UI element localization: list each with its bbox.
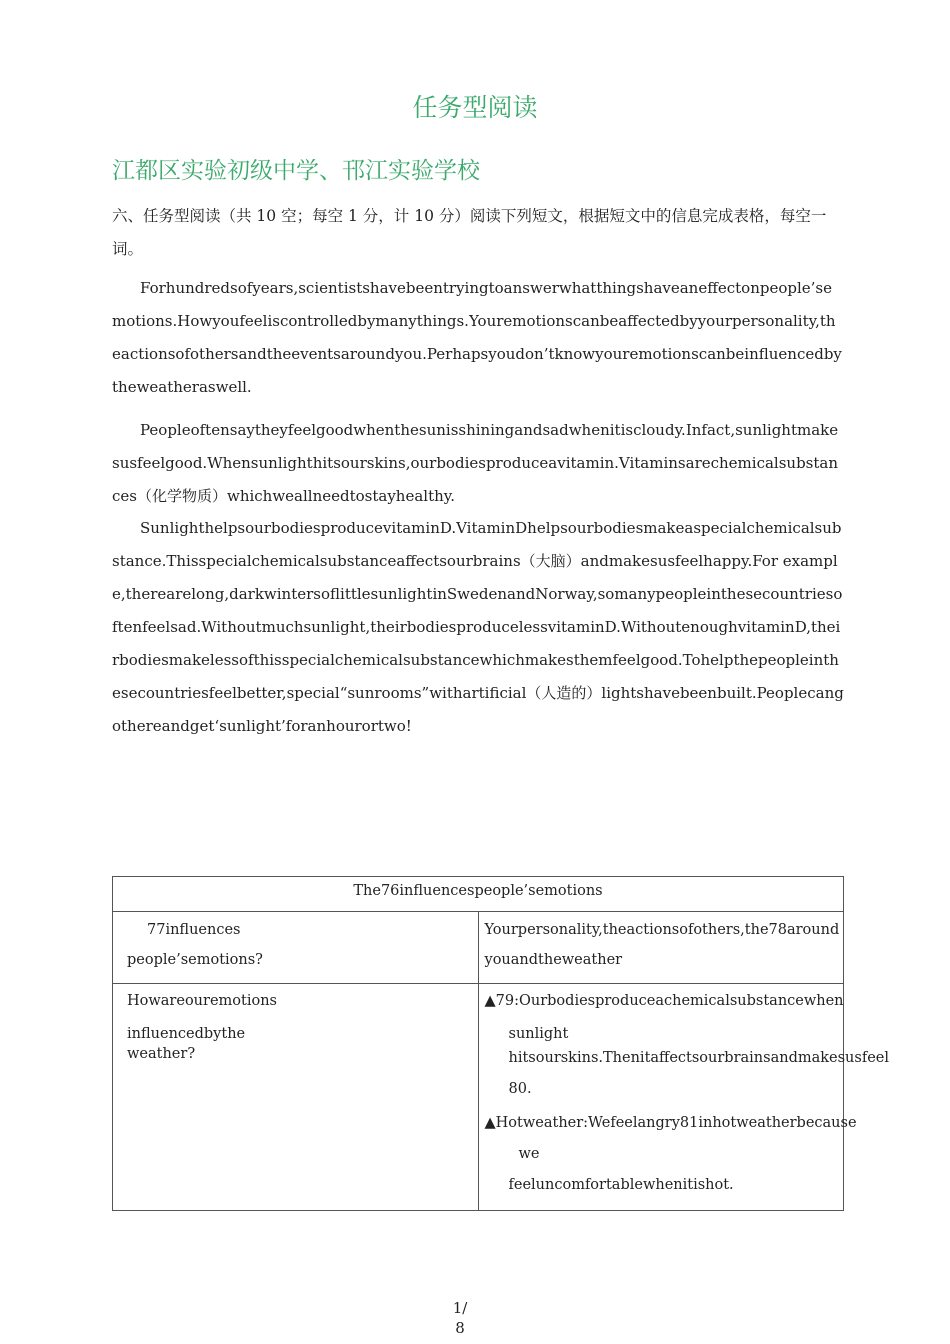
cell-text: youandtheweather — [484, 952, 623, 968]
table-row — [113, 912, 844, 984]
cell-text: 80. — [508, 1081, 532, 1097]
cell-text: ▲Hotweather:Wefeelangry81inhotweatherbecause — [484, 1115, 857, 1131]
page-number-line: 8 — [455, 1319, 465, 1337]
cell-text: weather? — [127, 1046, 196, 1062]
cell-text: people’semotions? — [127, 952, 263, 968]
cell-text: influencedbythe — [127, 1026, 246, 1042]
cell-text: hitsourskins.Thenitaffectsourbrainsandmakesusfeel — [508, 1050, 889, 1066]
cell-text: Howareouremotions — [127, 993, 277, 1009]
cell-text: sunlight — [508, 1026, 569, 1042]
school-subtitle: 江都区实验初级中学、邗江实验学校 — [112, 158, 480, 184]
cell-text: 77influences — [147, 922, 241, 938]
cell-text: ▲79:Ourbodiesproduceachemicalsubstancewhen — [484, 993, 844, 1009]
answer-cell — [478, 912, 844, 984]
task-table — [112, 876, 889, 1211]
page-number-line: 1/ — [452, 1299, 468, 1317]
cell-text: we — [518, 1146, 540, 1162]
passage-paragraph-3: SunlighthelpsourbodiesproducevitaminD.VitaminDhelpsourbodiesmakeaspecialchemicalsubstance.Thisspecialchemicalsubstanceaffectsourbrains（大脑）andmakesusfeelhappy.For example,therearelong,darkwintersoflittlesunlightinSwedenandNorway,somanypeopleinthesecountriesoftenfeelsad.Withoutmuchsunlight,theirbodiesproducelessvitaminD.WithoutenoughvitaminD,theirbodiesmakelessofthisspecialchemicalsubstancewhichmakesthemfeelgood.Tohelpthepeopleinthesecountriesfeelbetter,special“sunrooms”withartificial（人造的）lightshavebeenbuilt.Peoplecangothereandget‘sunlight’foranhourortwo! — [112, 519, 844, 735]
table-row — [113, 984, 844, 1211]
instruction-text: 六、任务型阅读（共 10 空；每空 1 分，计 10 分）阅读下列短文，根据短文中的信息完成表格，每空一词。 — [112, 207, 827, 258]
page-title: 任务型阅读 — [412, 93, 538, 122]
cell-text: Yourpersonality,theactionsofothers,the78around — [484, 922, 840, 938]
answer-cell — [478, 984, 889, 1211]
page-number — [440, 1298, 480, 1338]
cell-text: feeluncomfortablewhenitishot. — [508, 1177, 734, 1193]
question-cell — [113, 984, 479, 1211]
passage-paragraph-1: Forhundredsofyears,scientistshavebeentryingtoanswerwhatthingshaveaneffectonpeople’semotions.Howyoufeeliscontrolledbymanythings.Youremotionscanbeaffectedbyyourpersonality,theactionsofothersandtheeventsaroundyou.Perhapsyoudon’tknowyouremotionscanbeinfluencedbytheweatheraswell. — [112, 279, 842, 396]
question-cell — [113, 912, 479, 984]
passage-paragraph-2: Peopleoftensaytheyfeelgoodwhenthesunisshiningandsadwhenitiscloudy.Infact,sunlightmakesusfeelgood.Whensunlighthitsourskins,ourbodiesproduceavitamin.Vitaminsarechemicalsubstances（化学物质）whichweallneedtostayhealthy. — [112, 421, 839, 505]
table-header: The76influencespeople’semotions — [113, 877, 844, 912]
